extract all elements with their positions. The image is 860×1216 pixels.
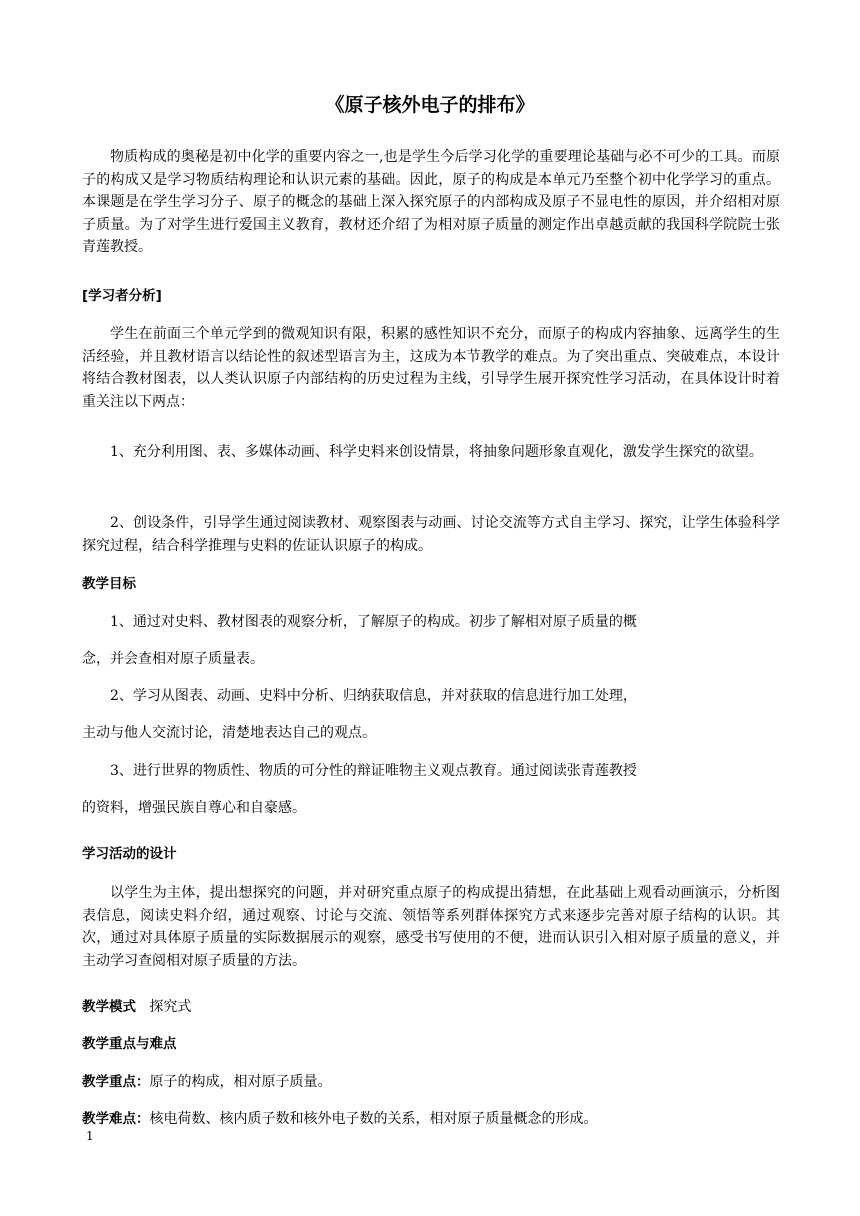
teaching-focus-label: 教学重点：	[82, 1074, 150, 1090]
objective-2-line-1: 2、学习从图表、动画、史料中分析、归纳获取信息，并对获取的信息进行加工处理，	[110, 688, 637, 704]
teaching-focus-line	[82, 1071, 780, 1093]
teaching-mode-label: 教学模式	[82, 999, 136, 1015]
objective-2-line-2: 主动与他人交流讨论，清楚地表达自己的观点。	[82, 725, 376, 741]
objectives-heading: 教学目标	[82, 576, 136, 592]
objective-3-line-1: 3、进行世界的物质性、物质的可分性的辩证唯物主义观点教育。通过阅读张青莲教授	[110, 763, 637, 779]
learner-analysis-heading: [学习者分析]	[82, 288, 162, 304]
activity-design-heading: 学习活动的设计	[82, 846, 177, 862]
key-points-heading: 教学重点与难点	[82, 1036, 177, 1052]
teaching-difficulty-label: 教学难点：	[82, 1111, 150, 1127]
page-number: 1	[86, 1129, 94, 1143]
learner-point-1: 1、充分利用图、表、多媒体动画、科学史料来创设情景，将抽象问题形象直观化，激发学生探究的欲望。	[110, 444, 763, 460]
objective-1-line-2: 念，并会查相对原子质量表。	[82, 651, 264, 667]
teaching-difficulty-value: 核电荷数、核内质子数和核外电子数的关系，相对原子质量概念的形成。	[149, 1111, 598, 1127]
learner-point-2: 2、创设条件，引导学生通过阅读教材、观察图表与动画、讨论交流等方式自主学习、探究，让学生体验科学探究过程，结合科学推理与史料的佐证认识原子的构成。	[82, 515, 780, 554]
objective-3-line-2: 的资料，增强民族自尊心和自豪感。	[82, 800, 306, 816]
teaching-mode-value: 探究式	[149, 999, 192, 1015]
intro-paragraph: 物质构成的奥秘是初中化学的重要内容之一,也是学生今后学习化学的重要理论基础与必不可少的工具。而原子的构成又是学习物质结构理论和认识元素的基础。因此，原子的构成是本单元乃至整个初中化学学习的重点。本课题是在学生学习分子、原子的概念的基础上深入探究原子的内部构成及原子不显电性的原因，并介绍相对原子质量。为了对学生进行爱国主义教育，教材还介绍了为相对原子质量的测定作出卓越贡献的我国科学院院士张青莲教授。	[82, 149, 780, 255]
teaching-focus-value: 原子的构成，相对原子质量。	[149, 1074, 332, 1090]
objective-1-line-1: 1、通过对史料、教材图表的观察分析，了解原子的构成。初步了解相对原子质量的概	[110, 614, 637, 630]
document-title: 《原子核外电子的排布》	[325, 94, 535, 116]
teaching-mode-line	[82, 996, 780, 1018]
activity-design-paragraph: 以学生为主体，提出想探究的问题，并对研究重点原子的构成提出猜想，在此基础上观看动画演示，分析图表信息，阅读史料介绍，通过观察、讨论与交流、领悟等系列群体探究方式来逐步完善对原子结构的认识。其次，通过对具体原子质量的实际数据展示的观察，感受书写使用的不便，进而认识引入相对原子质量的意义，并主动学习查阅相对原子质量的方法。	[82, 885, 780, 969]
teaching-difficulty-line	[82, 1108, 780, 1130]
learner-analysis-paragraph: 学生在前面三个单元学到的微观知识有限，积累的感性知识不充分，而原子的构成内容抽象、远离学生的生活经验，并且教材语言以结论性的叙述型语言为主，这成为本节教学的难点。为了突出重点、突破难点，本设计将结合教材图表，以人类认识原子内部结构的历史过程为主线，引导学生展开探究性学习活动，在具体设计时着重关注以下两点：	[82, 326, 780, 410]
